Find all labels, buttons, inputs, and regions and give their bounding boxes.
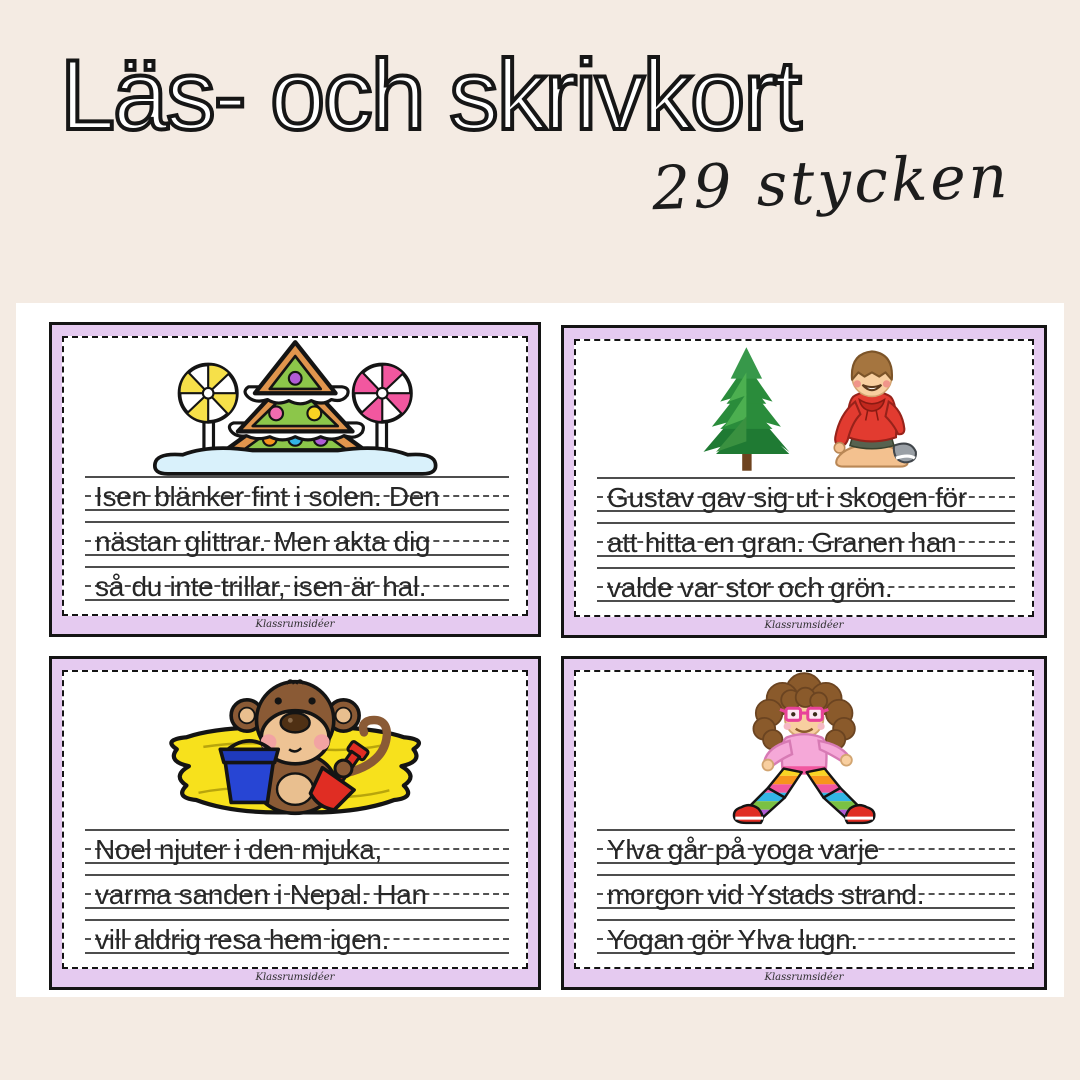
sentence-text: morgon vid Ystads strand.: [607, 879, 925, 910]
read-write-card-yoga: [561, 656, 1047, 990]
sentence-text: vill aldrig resa hem igen.: [95, 924, 390, 955]
cards-panel: [16, 303, 1064, 997]
sentence-text: valde var stor och grön.: [607, 572, 893, 603]
sentence-text: Isen blänker fint i solen. Den: [95, 481, 440, 512]
read-write-card-gran: [561, 325, 1047, 638]
brand-watermark: Klassrumsidéer: [255, 972, 335, 983]
sentence-text: Ylva går på yoga varje: [607, 834, 880, 865]
writing-line: [81, 829, 511, 874]
writing-lines: [81, 476, 511, 611]
page-title: Läs- och skrivkort: [60, 39, 800, 150]
writing-line: [81, 919, 511, 964]
writing-lines: [593, 477, 1017, 612]
writing-lines: [81, 829, 511, 964]
spruce-and-boy-illustration: [589, 341, 1019, 477]
card-inner: [62, 670, 528, 969]
sentence-text: varma sanden i Nepal. Han: [95, 879, 427, 910]
writing-line: [81, 521, 511, 566]
spruce-tree-boy-icon: [647, 341, 961, 477]
yoga-girl-icon: [623, 672, 985, 829]
brand-watermark: Klassrumsidéer: [255, 619, 335, 630]
gingerbread-tree-lollipops-icon: [136, 338, 454, 476]
read-write-card-sand: [49, 656, 541, 990]
sentence-text: Yogan gör Ylva lugn.: [607, 924, 858, 955]
writing-line: [593, 874, 1017, 919]
sentence-text: så du inte trillar, isen är hal.: [95, 571, 427, 602]
brand-watermark: Klassrumsidéer: [764, 972, 844, 983]
writing-line: [593, 829, 1017, 874]
card-inner: [574, 670, 1034, 969]
read-write-card-ice: [49, 322, 541, 637]
writing-line: [593, 522, 1017, 567]
page-subtitle-count: 29 stycken: [650, 141, 1012, 225]
sentence-text: att hitta en gran. Granen han: [607, 527, 957, 558]
writing-line: [593, 567, 1017, 612]
writing-line: [593, 477, 1017, 522]
card-inner: [62, 336, 528, 616]
card-inner: [574, 339, 1034, 617]
monkey-illustration: [77, 672, 513, 829]
sentence-text: Noel njuter i den mjuka,: [95, 834, 382, 865]
writing-lines: [593, 829, 1017, 964]
yoga-girl-illustration: [589, 672, 1019, 829]
monkey-beach-icon: [114, 672, 476, 829]
writing-line: [81, 476, 511, 521]
sentence-text: nästan glittrar. Men akta dig: [95, 526, 431, 557]
brand-watermark: Klassrumsidéer: [764, 620, 844, 631]
sentence-text: Gustav gav sig ut i skogen för: [607, 482, 967, 513]
christmas-tree-illustration: [77, 338, 513, 476]
writing-line: [81, 874, 511, 919]
writing-line: [593, 919, 1017, 964]
writing-line: [81, 566, 511, 611]
